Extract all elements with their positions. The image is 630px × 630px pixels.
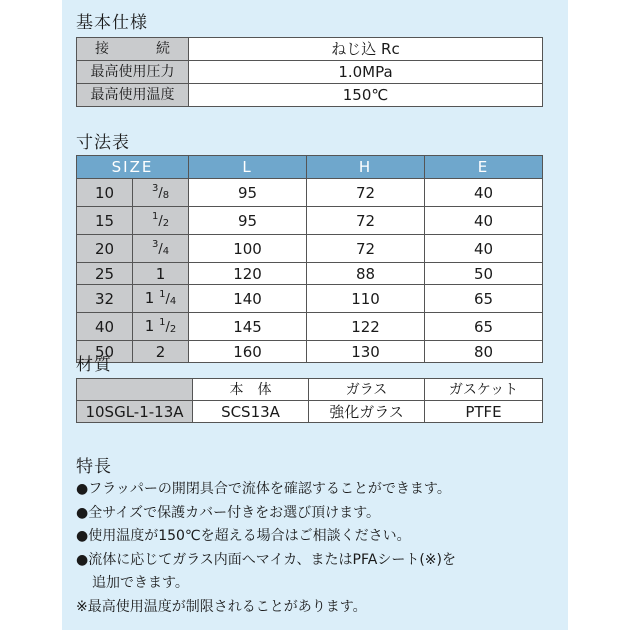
spec-row (77, 84, 543, 107)
header-e: E (425, 156, 543, 179)
spec-label: 最高使用圧力 (77, 61, 189, 84)
size-inch (133, 207, 189, 235)
dimensions-row (77, 235, 543, 263)
dim-h: 122 (307, 313, 425, 341)
spec-row (77, 38, 543, 61)
size-mm: 40 (77, 313, 133, 341)
size-inch (133, 179, 189, 207)
header-l: L (189, 156, 307, 179)
fraction-numerator: 1 (159, 317, 166, 328)
size-inch (133, 313, 189, 341)
fraction-numerator: 3 (151, 239, 159, 250)
dim-h: 88 (307, 263, 425, 285)
size-inch-whole: 1 (144, 289, 155, 307)
spec-value: ねじ込 Rc (189, 38, 543, 61)
dim-l: 145 (189, 313, 307, 341)
size-inch-fraction (152, 207, 169, 234)
size-mm: 50 (77, 341, 133, 363)
spec-title: 基本仕様 (76, 13, 148, 33)
spec-label: 最高使用温度 (77, 84, 189, 107)
fraction-numerator: 1 (159, 289, 166, 300)
dimensions-row (77, 263, 543, 285)
fraction-denominator: 8 (162, 190, 170, 201)
size-mm: 32 (77, 285, 133, 313)
material-model: 10SGL-1-13A (77, 401, 193, 423)
size-mm: 10 (77, 179, 133, 207)
size-inch-whole: 1 (144, 317, 155, 335)
spec-value: 1.0MPa (189, 61, 543, 84)
spec-table (76, 37, 543, 107)
fraction-numerator: 1 (151, 211, 159, 222)
material-title: 材質 (76, 355, 112, 375)
size-inch-whole: 1 (155, 264, 166, 283)
spec-label: 接 続 (77, 38, 189, 61)
size-inch-fraction (152, 179, 169, 206)
feature-item: ●流体に応じてガラス内面へマイカ、またはPFAシート(※)を (76, 551, 456, 568)
dim-l: 100 (189, 235, 307, 263)
material-header-gasket: ガスケット (425, 379, 543, 401)
dim-l: 140 (189, 285, 307, 313)
dim-e: 80 (425, 341, 543, 363)
dim-e: 65 (425, 285, 543, 313)
fraction-denominator: 4 (162, 246, 170, 257)
feature-item: ●全サイズで保護カバー付きをお選び頂けます。 (76, 504, 380, 521)
dimensions-row (77, 179, 543, 207)
material-table (76, 378, 543, 423)
dim-e: 40 (425, 235, 543, 263)
spec-value: 150℃ (189, 84, 543, 107)
dimensions-row (77, 285, 543, 313)
dim-e: 40 (425, 207, 543, 235)
dim-h: 72 (307, 179, 425, 207)
material-glass: 強化ガラス (309, 401, 425, 423)
feature-note: ※最高使用温度が制限されることがあります。 (76, 598, 367, 615)
size-inch (133, 341, 189, 363)
dim-e: 65 (425, 313, 543, 341)
size-inch-fraction (159, 285, 176, 312)
dim-l: 120 (189, 263, 307, 285)
size-inch (133, 285, 189, 313)
dimensions-title: 寸法表 (76, 133, 130, 153)
material-row (77, 401, 543, 423)
size-mm: 15 (77, 207, 133, 235)
size-inch-whole: 2 (155, 342, 166, 361)
material-header-blank (77, 379, 193, 401)
size-inch-fraction (159, 313, 176, 340)
size-mm: 25 (77, 263, 133, 285)
dim-l: 160 (189, 341, 307, 363)
fraction-slash: / (158, 242, 163, 257)
dim-e: 40 (425, 179, 543, 207)
fraction-numerator: 3 (151, 183, 159, 194)
feature-item: 追加できます。 (92, 575, 189, 591)
fraction-denominator: 4 (169, 296, 177, 307)
material-header-body: 本 体 (193, 379, 309, 401)
size-mm: 20 (77, 235, 133, 263)
dim-l: 95 (189, 179, 307, 207)
dim-h: 72 (307, 207, 425, 235)
material-header-row (77, 379, 543, 401)
dim-h: 72 (307, 235, 425, 263)
header-h: H (307, 156, 425, 179)
features-title: 特長 (76, 457, 112, 477)
dimensions-table (76, 155, 543, 363)
dimensions-header-row (77, 156, 543, 179)
material-header-glass: ガラス (309, 379, 425, 401)
features-list (76, 478, 556, 619)
fraction-denominator: 2 (169, 324, 177, 335)
dimensions-row (77, 313, 543, 341)
feature-item: ●使用温度が150℃を超える場合はご相談ください。 (76, 528, 411, 544)
dim-e: 50 (425, 263, 543, 285)
dim-l: 95 (189, 207, 307, 235)
spec-row (77, 61, 543, 84)
size-inch-fraction (152, 235, 169, 262)
feature-item: ●フラッパーの開閉具合で流体を確認することができます。 (76, 481, 451, 497)
size-inch (133, 235, 189, 263)
dimensions-row (77, 341, 543, 363)
fraction-slash: / (165, 320, 170, 335)
size-inch (133, 263, 189, 285)
fraction-slash: / (158, 214, 163, 229)
fraction-slash: / (158, 186, 163, 201)
dim-h: 110 (307, 285, 425, 313)
fraction-denominator: 2 (162, 218, 170, 229)
material-gasket: PTFE (425, 401, 543, 423)
dim-h: 130 (307, 341, 425, 363)
fraction-slash: / (165, 292, 170, 307)
material-body: SCS13A (193, 401, 309, 423)
dimensions-row (77, 207, 543, 235)
header-size: SIZE (77, 156, 189, 179)
